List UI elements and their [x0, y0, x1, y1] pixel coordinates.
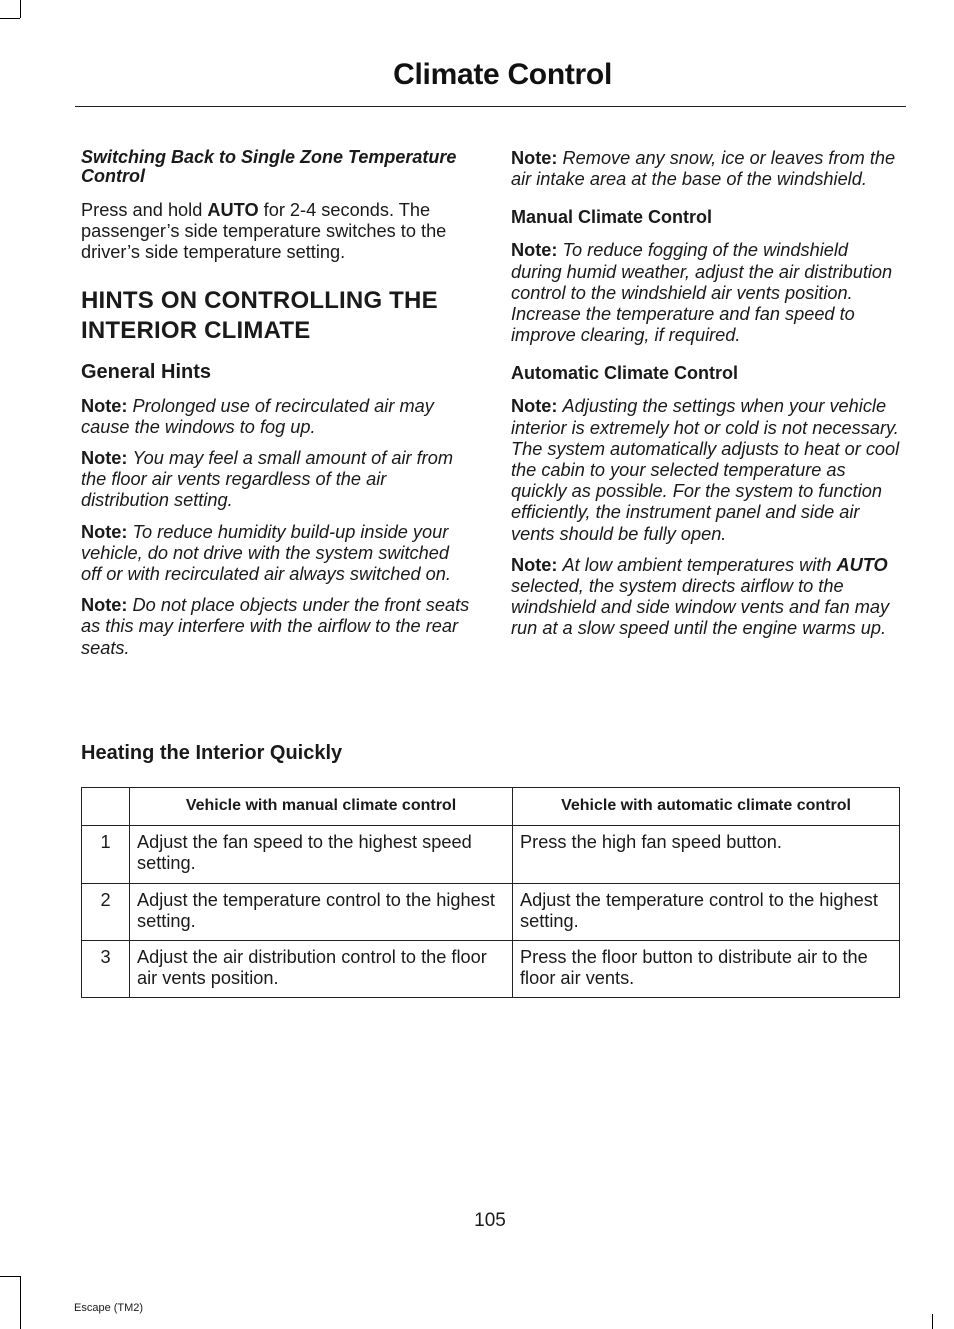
column-header: Vehicle with automatic climate control	[513, 788, 900, 826]
table-header-row	[82, 788, 900, 826]
step-number: 1	[82, 826, 130, 883]
footer-model: Escape (TM2)	[74, 1302, 144, 1314]
note	[81, 595, 473, 659]
note	[511, 148, 903, 190]
note-text: To reduce fogging of the windshield during humid weather, adjust the air distribution control to the windshield air vents position. Increase the temperature and fan speed to improve clearing, if required.	[511, 240, 893, 346]
column-header	[82, 788, 130, 826]
note-label: Note:	[511, 148, 558, 168]
automatic-step: Adjust the temperature control to the highest setting.	[513, 883, 900, 940]
crop-mark	[0, 1276, 20, 1277]
crop-mark	[20, 1276, 21, 1329]
page-title: Climate Control	[393, 58, 612, 91]
heating-table	[81, 787, 900, 998]
single-zone-subheading: Switching Back to Single Zone Temperature Control	[81, 147, 457, 186]
note-text: Do not place objects under the front seats as this may interfere with the airflow to the rear seats.	[81, 595, 470, 658]
manual-step: Adjust the air distribution control to the floor air vents position.	[130, 941, 513, 998]
automatic-climate-heading: Automatic Climate Control	[511, 363, 739, 384]
crop-mark	[932, 1314, 933, 1329]
manual-step: Adjust the temperature control to the highest setting.	[130, 883, 513, 940]
step-number: 2	[82, 883, 130, 940]
note-text: selected, the system directs airflow to the windshield and side window vents and fan may run at a slow speed until the engine warms up.	[511, 576, 890, 639]
left-column	[81, 148, 473, 669]
paragraph-text: Press and hold	[81, 200, 208, 220]
note-text: You may feel a small amount of air from the floor air vents regardless of the air distribution setting.	[81, 448, 453, 511]
title-divider	[75, 106, 906, 107]
general-hints-heading: General Hints	[81, 360, 212, 383]
column-header: Vehicle with manual climate control	[130, 788, 513, 826]
note	[511, 555, 903, 640]
paragraph-text: for 2-4 seconds. The passenger’s side temperature switches to the driver’s side temperature setting.	[81, 200, 447, 263]
auto-keyword: AUTO	[207, 200, 259, 220]
note	[511, 396, 903, 544]
note	[81, 522, 473, 586]
step-number: 3	[82, 941, 130, 998]
note-label: Note:	[81, 521, 128, 542]
manual-step: Adjust the fan speed to the highest speed setting.	[130, 826, 513, 883]
table-row	[82, 883, 900, 940]
heating-heading: Heating the Interior Quickly	[81, 742, 343, 764]
note-label: Note:	[81, 395, 128, 416]
note-text: Remove any snow, ice or leaves from the air intake area at the base of the windshield.	[511, 148, 896, 190]
auto-keyword: AUTO	[836, 554, 888, 575]
note-text: To reduce humidity build-up inside your vehicle, do not drive with the system switched off or with recirculated air always switched on.	[81, 521, 451, 585]
note-label: Note:	[81, 448, 128, 469]
note-label: Note:	[511, 396, 558, 417]
section-heading: HINTS ON CONTROLLING THE INTERIOR CLIMATE	[81, 286, 438, 344]
note-text: Prolonged use of recirculated air may cause the windows to fog up.	[81, 395, 434, 437]
crop-mark	[0, 18, 20, 19]
automatic-step: Press the high fan speed button.	[513, 826, 900, 883]
table-row	[82, 941, 900, 998]
note	[81, 396, 473, 438]
table-row	[82, 826, 900, 883]
note	[81, 448, 473, 512]
right-column	[511, 148, 903, 650]
note	[511, 240, 903, 346]
single-zone-paragraph	[81, 200, 473, 264]
note-text: Adjusting the settings when your vehicle interior is extremely hot or cold is not necessary. The system automatically adjusts to heat or cool the cabin to your selected temperature as quickly as possible. For the system to function efficiently, the instrument panel and side air vents should be fully open.	[511, 396, 900, 544]
note-label: Note:	[511, 554, 558, 575]
note-label: Note:	[511, 240, 558, 261]
crop-mark	[20, 0, 21, 18]
automatic-step: Press the floor button to distribute air to the floor air vents.	[513, 941, 900, 998]
page-number: 105	[474, 1210, 506, 1231]
note-label: Note:	[81, 595, 128, 616]
manual-climate-heading: Manual Climate Control	[511, 207, 713, 228]
note-text: At low ambient temperatures with	[562, 554, 837, 575]
